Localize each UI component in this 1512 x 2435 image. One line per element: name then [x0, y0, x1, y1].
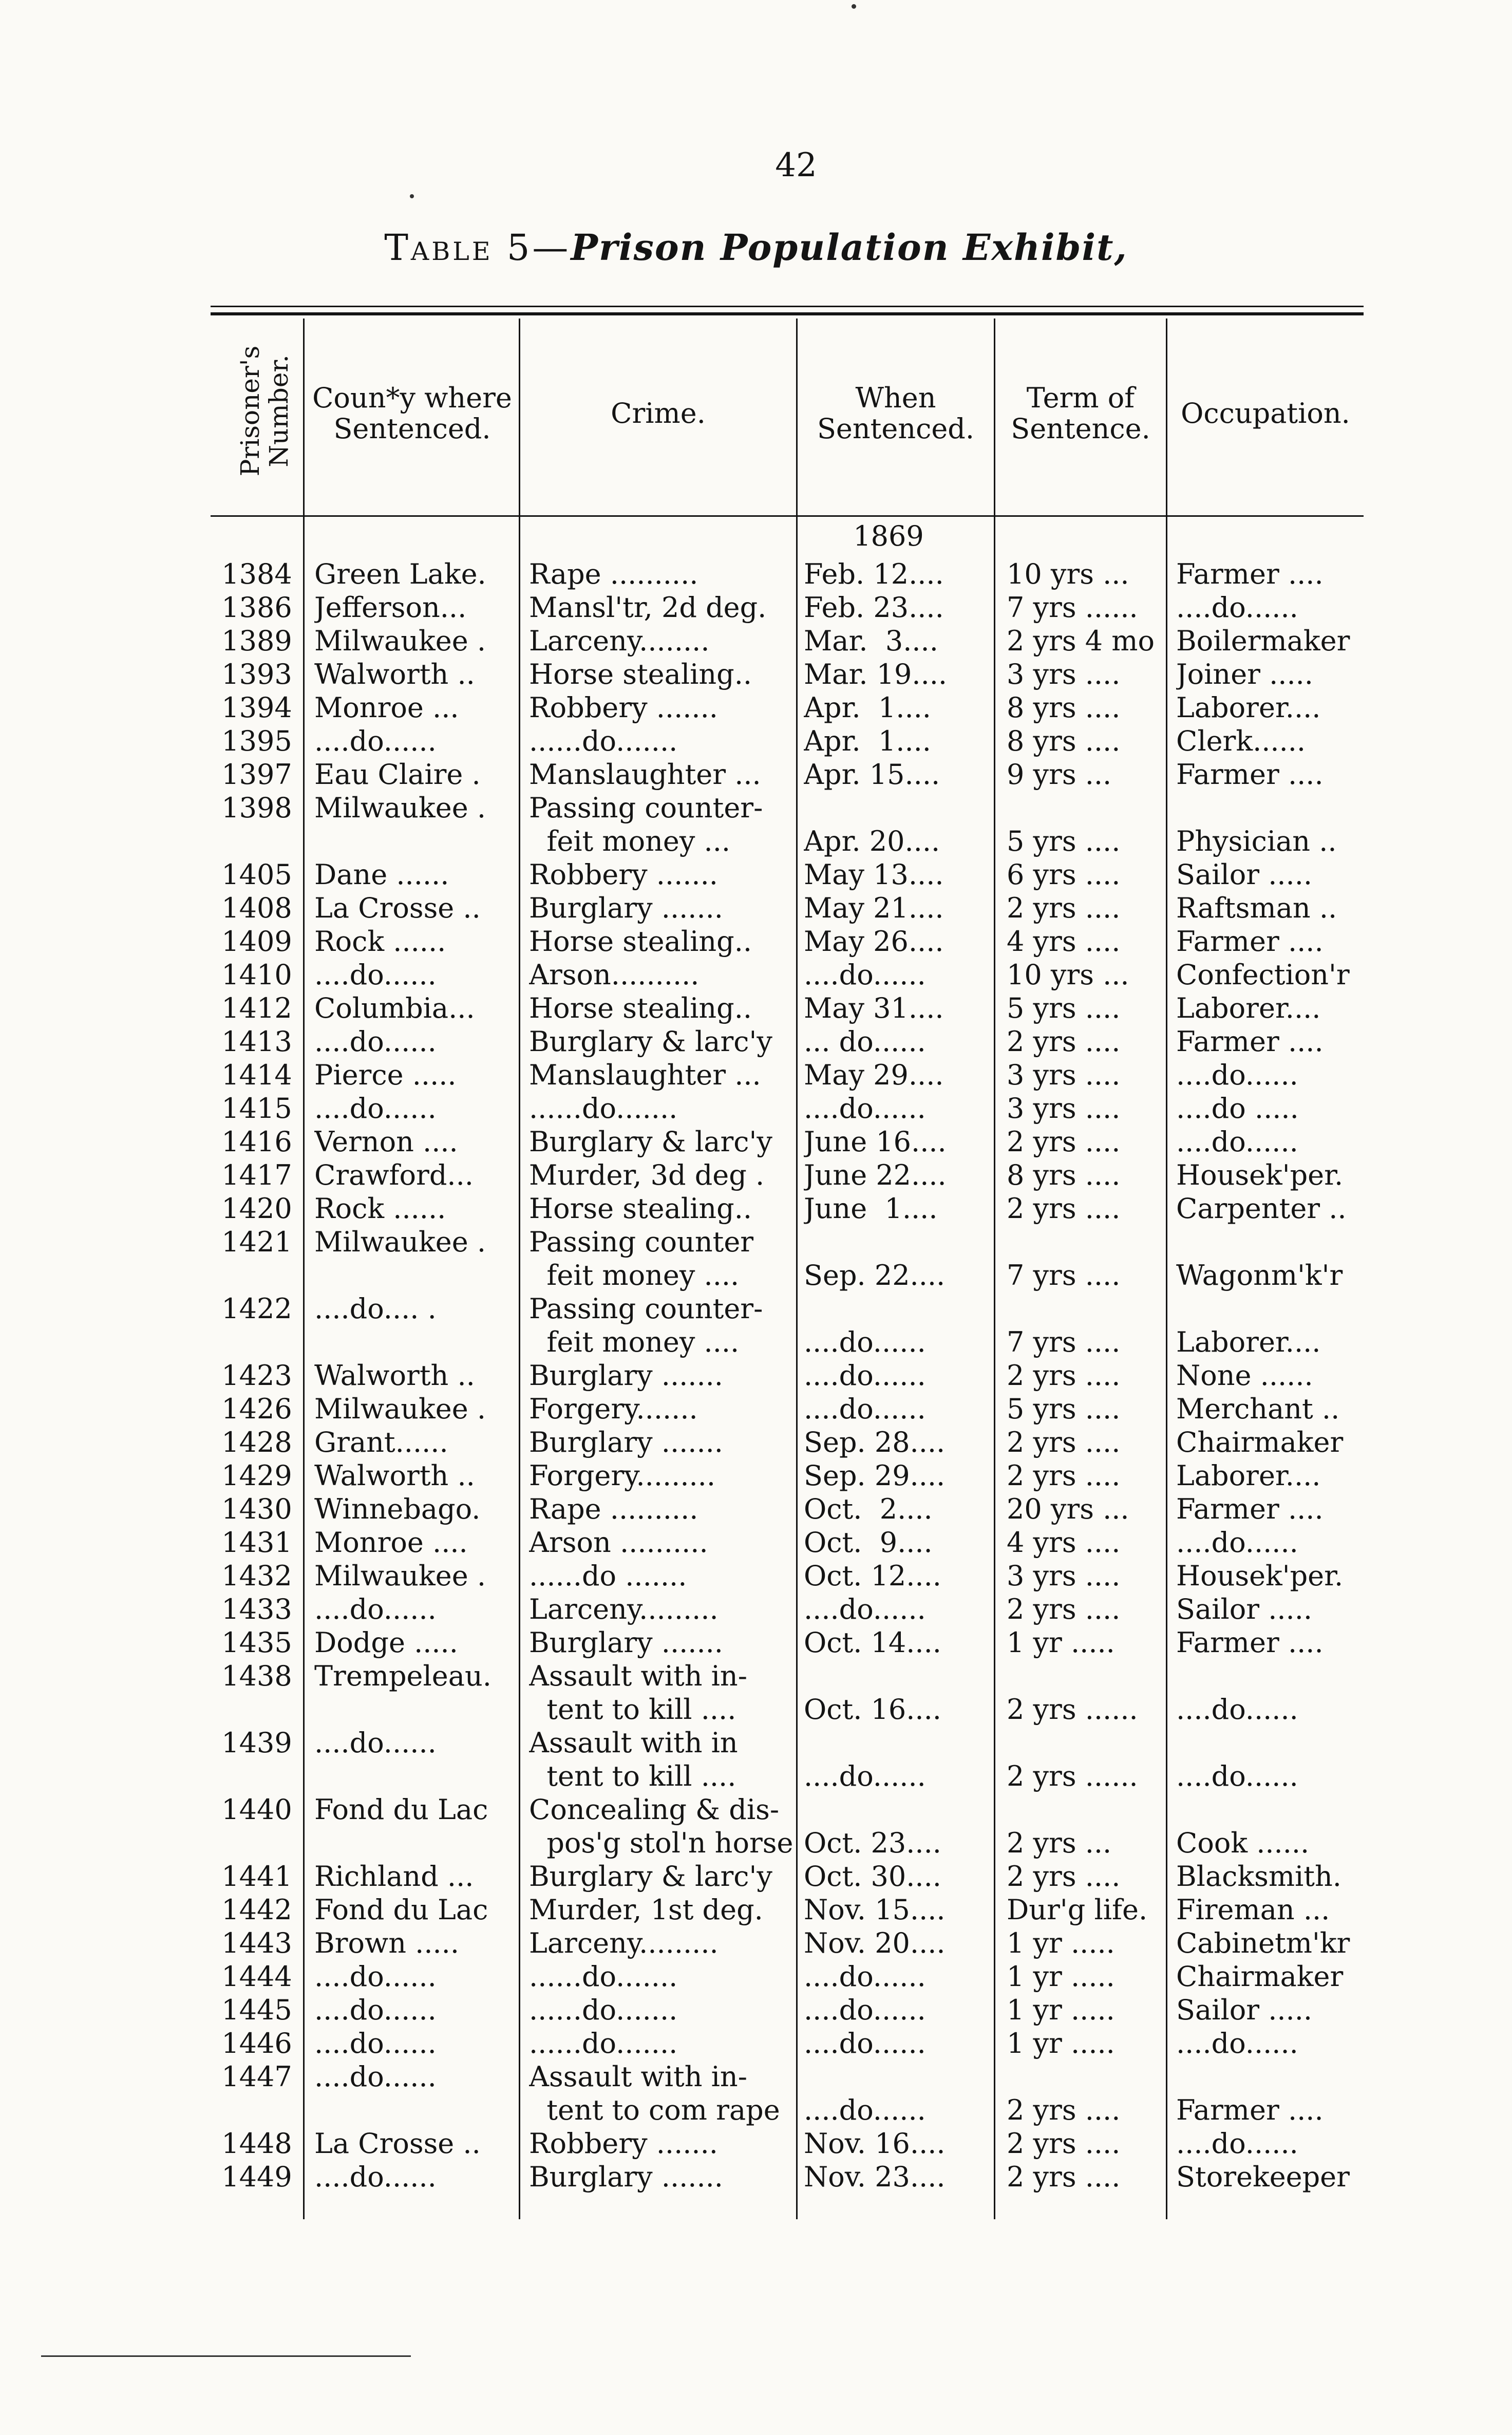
- cell-prisoner-number: 1439: [221, 1727, 292, 1759]
- cell-county: ....do......: [314, 1025, 437, 1058]
- cell-crime: Burglary & larc'y: [529, 1025, 772, 1058]
- cell-crime: Arson ..........: [529, 1526, 708, 1559]
- cell-county: ....do......: [314, 1593, 437, 1625]
- cell-crime: Larceny........: [529, 625, 710, 657]
- cell-term: 4 yrs ....: [1007, 925, 1121, 958]
- cell-county: Crawford...: [314, 1159, 474, 1191]
- cell-term: 8 yrs ....: [1007, 1159, 1121, 1191]
- cell-county: Grant......: [314, 1426, 448, 1458]
- cell-crime: ......do.......: [529, 2027, 678, 2059]
- cell-term: 1 yr .....: [1007, 2027, 1115, 2059]
- cell-county: Columbia...: [314, 992, 475, 1024]
- cell-term: 9 yrs ...: [1007, 758, 1112, 791]
- header-prisoner-number: Prisoner's Number.: [235, 345, 294, 477]
- cell-crime: Arson..........: [529, 959, 700, 991]
- cell-occupation: ....do......: [1176, 1059, 1298, 1091]
- cell-crime: Rape ..........: [529, 558, 698, 590]
- cell-prisoner-number: 1440: [221, 1793, 292, 1826]
- cell-county: ....do......: [314, 2161, 437, 2193]
- cell-occupation: Farmer ....: [1176, 2094, 1324, 2126]
- header-term-line2: Sentence.: [1011, 413, 1150, 445]
- cell-county: ....do......: [314, 959, 437, 991]
- cell-crime: Burglary & larc'y: [529, 1860, 772, 1893]
- cell-prisoner-number: 1449: [221, 2161, 292, 2193]
- cell-term: 20 yrs ...: [1007, 1493, 1129, 1525]
- cell-term: 8 yrs ....: [1007, 691, 1121, 724]
- cell-prisoner-number: 1393: [221, 658, 292, 690]
- cell-occupation: ....do......: [1176, 1126, 1298, 1158]
- cell-crime: Manslaughter ...: [529, 1059, 761, 1091]
- cell-crime: Rape ..........: [529, 1493, 698, 1525]
- cell-county: Monroe ....: [314, 1526, 468, 1559]
- cell-term: 1 yr .....: [1007, 1994, 1115, 2026]
- cell-date-sentenced: Sep. 29....: [804, 1459, 946, 1492]
- cell-county: Jefferson...: [314, 591, 467, 624]
- cell-term: 10 yrs ...: [1007, 959, 1129, 991]
- cell-date-sentenced: ....do......: [804, 1760, 926, 1792]
- cell-occupation: Joiner .....: [1176, 658, 1313, 690]
- cell-occupation: Confection'r: [1176, 959, 1350, 991]
- cell-occupation: ....do......: [1176, 1526, 1298, 1559]
- cell-term: 5 yrs ....: [1007, 825, 1121, 857]
- cell-prisoner-number: 1395: [221, 725, 292, 757]
- cell-date-sentenced: Oct. 9....: [804, 1526, 933, 1559]
- cell-term: 10 yrs ...: [1007, 558, 1129, 590]
- cell-crime: ......do.......: [529, 1092, 678, 1125]
- cell-occupation: Fireman ...: [1176, 1894, 1330, 1926]
- cell-prisoner-number: 1435: [221, 1626, 292, 1659]
- cell-county: Fond du Lac: [314, 1793, 488, 1826]
- ink-speck: [410, 194, 414, 198]
- cell-date-sentenced: ....do......: [804, 1359, 926, 1392]
- cell-date-sentenced: Oct. 23....: [804, 1827, 941, 1859]
- header-when-line1: When: [855, 382, 936, 414]
- cell-prisoner-number: 1410: [221, 959, 292, 991]
- cell-crime: Horse stealing..: [529, 925, 752, 958]
- cell-date-sentenced: Apr. 1....: [804, 691, 931, 724]
- cell-occupation: Merchant ..: [1176, 1393, 1340, 1425]
- cell-prisoner-number: 1429: [221, 1459, 292, 1492]
- cell-date-sentenced: June 1....: [804, 1192, 938, 1225]
- header-county: [306, 354, 519, 473]
- table-row: [0, 791, 1512, 858]
- cell-county: ....do......: [314, 1960, 437, 1993]
- cell-prisoner-number: 1422: [221, 1293, 292, 1325]
- cell-occupation: Housek'per.: [1176, 1159, 1344, 1191]
- cell-county: Richland ...: [314, 1860, 474, 1893]
- cell-prisoner-number: 1384: [221, 558, 292, 590]
- cell-county: Dane ......: [314, 858, 449, 891]
- cell-occupation: ....do .....: [1176, 1092, 1299, 1125]
- cell-county: La Crosse ..: [314, 2127, 481, 2160]
- cell-county: ....do......: [314, 2027, 437, 2059]
- cell-occupation: Laborer....: [1176, 691, 1321, 724]
- cell-date-sentenced: ....do......: [804, 2094, 926, 2126]
- cell-term: 7 yrs ....: [1007, 1326, 1121, 1358]
- cell-date-sentenced: June 16....: [804, 1126, 947, 1158]
- cell-crime: Forgery.........: [529, 1459, 715, 1492]
- cell-prisoner-number: 1413: [221, 1025, 292, 1058]
- cell-occupation: Sailor .....: [1176, 858, 1313, 891]
- cell-term: 7 yrs ......: [1007, 591, 1138, 624]
- cell-county: Rock ......: [314, 925, 446, 958]
- cell-date-sentenced: Oct. 2....: [804, 1493, 933, 1525]
- cell-occupation: Sailor .....: [1176, 1994, 1313, 2026]
- cell-prisoner-number: 1433: [221, 1593, 292, 1625]
- cell-occupation: Wagonm'k'r: [1176, 1259, 1343, 1291]
- cell-occupation: Chairmaker: [1176, 1960, 1344, 1993]
- cell-occupation: None ......: [1176, 1359, 1313, 1392]
- cell-occupation: Cook ......: [1176, 1827, 1310, 1859]
- cell-prisoner-number: 1405: [221, 858, 292, 891]
- header-county-line1: Coun*y where: [312, 382, 512, 414]
- header-occupation-label: Occupation.: [1181, 397, 1350, 429]
- cell-crime: ......do .......: [529, 1560, 687, 1592]
- cell-term: 2 yrs ....: [1007, 2127, 1121, 2160]
- cell-county: Milwaukee .: [314, 1393, 486, 1425]
- table-title-prefix: Table 5—: [384, 227, 571, 269]
- cell-date-sentenced: May 31....: [804, 992, 944, 1024]
- cell-county: Walworth ..: [314, 1459, 475, 1492]
- cell-term: 2 yrs ....: [1007, 1593, 1121, 1625]
- footer-rule: [41, 2355, 411, 2357]
- cell-crime: Murder, 1st deg.: [529, 1894, 763, 1926]
- table-row: [0, 1292, 1512, 1359]
- cell-date-sentenced: May 29....: [804, 1059, 944, 1091]
- top-rule-2: [211, 312, 1364, 315]
- cell-date-sentenced: ....do......: [804, 1960, 926, 1993]
- cell-term: 2 yrs ....: [1007, 1192, 1121, 1225]
- cell-prisoner-number: 1444: [221, 1960, 292, 1993]
- cell-crime: Mansl'tr, 2d deg.: [529, 591, 767, 624]
- cell-date-sentenced: Sep. 28....: [804, 1426, 946, 1458]
- cell-crime: Burglary .......: [529, 892, 723, 924]
- cell-term: 1 yr .....: [1007, 1626, 1115, 1659]
- cell-county: Monroe ...: [314, 691, 459, 724]
- cell-crime: Assault with in tent to kill ....: [529, 1727, 738, 1792]
- cell-date-sentenced: Feb. 23....: [804, 591, 944, 624]
- cell-county: La Crosse ..: [314, 892, 481, 924]
- cell-occupation: Carpenter ..: [1176, 1192, 1347, 1225]
- cell-county: Dodge .....: [314, 1626, 458, 1659]
- cell-date-sentenced: Nov. 20....: [804, 1927, 946, 1959]
- cell-date-sentenced: Feb. 12....: [804, 558, 944, 590]
- table-title-italic: Prison Population Exhibit,: [571, 226, 1128, 269]
- cell-county: ....do.... .: [314, 1293, 437, 1325]
- cell-county: Pierce .....: [314, 1059, 457, 1091]
- cell-occupation: Clerk......: [1176, 725, 1306, 757]
- header-when-line2: Sentenced.: [817, 413, 975, 445]
- cell-date-sentenced: ....do......: [804, 2027, 926, 2059]
- cell-crime: Passing counter- feit money ...: [529, 792, 763, 857]
- header-term-line1: Term of: [1026, 382, 1135, 414]
- cell-date-sentenced: ....do......: [804, 1092, 926, 1125]
- cell-date-sentenced: ....do......: [804, 959, 926, 991]
- cell-county: Milwaukee .: [314, 792, 486, 824]
- cell-crime: Forgery.......: [529, 1393, 698, 1425]
- cell-prisoner-number: 1431: [221, 1526, 292, 1559]
- cell-prisoner-number: 1398: [221, 792, 292, 824]
- cell-term: 5 yrs ....: [1007, 992, 1121, 1024]
- cell-term: 3 yrs ....: [1007, 658, 1121, 690]
- cell-crime: ......do.......: [529, 1994, 678, 2026]
- cell-term: 5 yrs ....: [1007, 1393, 1121, 1425]
- cell-occupation: ....do......: [1176, 2127, 1298, 2160]
- cell-county: Eau Claire .: [314, 758, 481, 791]
- cell-term: 2 yrs ....: [1007, 1359, 1121, 1392]
- cell-crime: Horse stealing..: [529, 992, 752, 1024]
- cell-county: Milwaukee .: [314, 625, 486, 657]
- cell-term: 7 yrs ....: [1007, 1259, 1121, 1291]
- cell-crime: Robbery .......: [529, 858, 718, 891]
- cell-prisoner-number: 1414: [221, 1059, 292, 1091]
- cell-prisoner-number: 1386: [221, 591, 292, 624]
- cell-prisoner-number: 1445: [221, 1994, 292, 2026]
- header-term: [995, 354, 1166, 473]
- cell-date-sentenced: Nov. 23....: [804, 2161, 946, 2193]
- cell-term: 4 yrs ....: [1007, 1526, 1121, 1559]
- cell-prisoner-number: 1412: [221, 992, 292, 1024]
- cell-crime: Burglary .......: [529, 1426, 723, 1458]
- cell-crime: Burglary .......: [529, 1626, 723, 1659]
- cell-county: ....do......: [314, 1092, 437, 1125]
- cell-crime: Horse stealing..: [529, 1192, 752, 1225]
- cell-crime: Assault with in- tent to com rape: [529, 2061, 780, 2126]
- cell-county: ....do......: [314, 725, 437, 757]
- cell-date-sentenced: Apr. 20....: [804, 825, 940, 857]
- cell-term: 2 yrs ......: [1007, 1693, 1138, 1726]
- cell-date-sentenced: Apr. 1....: [804, 725, 931, 757]
- cell-crime: Concealing & dis- pos'g stol'n horse: [529, 1793, 793, 1859]
- cell-date-sentenced: Mar. 19....: [804, 658, 948, 690]
- table-row: [0, 1793, 1512, 1860]
- cell-county: ....do......: [314, 1994, 437, 2026]
- cell-crime: Robbery .......: [529, 2127, 718, 2160]
- table-row: [0, 1225, 1512, 1292]
- cell-prisoner-number: 1389: [221, 625, 292, 657]
- cell-occupation: Farmer ....: [1176, 558, 1324, 590]
- cell-county: Winnebago.: [314, 1493, 481, 1525]
- cell-prisoner-number: 1428: [221, 1426, 292, 1458]
- cell-prisoner-number: 1443: [221, 1927, 292, 1959]
- cell-date-sentenced: ....do......: [804, 1326, 926, 1358]
- cell-crime: Horse stealing..: [529, 658, 752, 690]
- table-row: [0, 1659, 1512, 1726]
- cell-occupation: Storekeeper: [1176, 2161, 1350, 2193]
- table-title: [0, 226, 1512, 269]
- cell-county: Walworth ..: [314, 658, 475, 690]
- cell-crime: Passing counter feit money ....: [529, 1226, 754, 1291]
- cell-county: ....do......: [314, 1727, 437, 1759]
- cell-prisoner-number: 1442: [221, 1894, 292, 1926]
- cell-occupation: ....do......: [1176, 1693, 1298, 1726]
- cell-date-sentenced: May 26....: [804, 925, 944, 958]
- cell-occupation: Laborer....: [1176, 992, 1321, 1024]
- cell-date-sentenced: Sep. 22....: [804, 1259, 946, 1291]
- cell-term: 3 yrs ....: [1007, 1560, 1121, 1592]
- cell-prisoner-number: 1448: [221, 2127, 292, 2160]
- cell-prisoner-number: 1446: [221, 2027, 292, 2059]
- cell-county: Milwaukee .: [314, 1226, 486, 1258]
- cell-date-sentenced: May 21....: [804, 892, 944, 924]
- cell-prisoner-number: 1432: [221, 1560, 292, 1592]
- cell-term: 2 yrs ....: [1007, 892, 1121, 924]
- cell-county: Rock ......: [314, 1192, 446, 1225]
- cell-date-sentenced: Nov. 15....: [804, 1894, 946, 1926]
- cell-county: Walworth ..: [314, 1359, 475, 1392]
- cell-prisoner-number: 1430: [221, 1493, 292, 1525]
- cell-crime: Larceny.........: [529, 1927, 719, 1959]
- cell-prisoner-number: 1426: [221, 1393, 292, 1425]
- cell-crime: ......do.......: [529, 1960, 678, 1993]
- cell-county: Trempeleau.: [314, 1660, 492, 1692]
- cell-term: 1 yr .....: [1007, 1927, 1115, 1959]
- cell-crime: Burglary & larc'y: [529, 1126, 772, 1158]
- cell-prisoner-number: 1397: [221, 758, 292, 791]
- cell-occupation: Farmer ....: [1176, 1493, 1324, 1525]
- cell-date-sentenced: May 13....: [804, 858, 944, 891]
- cell-term: 2 yrs ....: [1007, 1126, 1121, 1158]
- cell-term: 3 yrs ....: [1007, 1059, 1121, 1091]
- top-rule-1: [211, 306, 1364, 307]
- cell-term: 2 yrs 4 mo: [1007, 625, 1155, 657]
- cell-term: 1 yr .....: [1007, 1960, 1115, 1993]
- cell-county: Fond du Lac: [314, 1894, 488, 1926]
- cell-date-sentenced: Oct. 12....: [804, 1560, 941, 1592]
- cell-occupation: Physician ..: [1176, 825, 1337, 857]
- cell-term: 2 yrs ....: [1007, 2161, 1121, 2193]
- header-crime-label: Crime.: [611, 397, 706, 429]
- cell-term: 2 yrs ....: [1007, 1426, 1121, 1458]
- cell-occupation: Farmer ....: [1176, 758, 1324, 791]
- header-when: [798, 354, 994, 473]
- cell-prisoner-number: 1409: [221, 925, 292, 958]
- cell-date-sentenced: Oct. 14....: [804, 1626, 941, 1659]
- cell-prisoner-number: 1438: [221, 1660, 292, 1692]
- cell-prisoner-number: 1423: [221, 1359, 292, 1392]
- cell-county: Brown .....: [314, 1927, 459, 1959]
- cell-date-sentenced: ....do......: [804, 1393, 926, 1425]
- cell-prisoner-number: 1394: [221, 691, 292, 724]
- table-row: [0, 2160, 1512, 2227]
- cell-occupation: ....do......: [1176, 2027, 1298, 2059]
- cell-occupation: Boilermaker: [1176, 625, 1350, 657]
- cell-prisoner-number: 1417: [221, 1159, 292, 1191]
- cell-occupation: Farmer ....: [1176, 1025, 1324, 1058]
- header-occupation: [1167, 354, 1364, 473]
- cell-prisoner-number: 1416: [221, 1126, 292, 1158]
- cell-prisoner-number: 1420: [221, 1192, 292, 1225]
- cell-occupation: Blacksmith.: [1176, 1860, 1341, 1893]
- header-crime: [520, 354, 796, 473]
- cell-term: 8 yrs ....: [1007, 725, 1121, 757]
- cell-term: 2 yrs ....: [1007, 2094, 1121, 2126]
- cell-prisoner-number: 1447: [221, 2061, 292, 2093]
- cell-occupation: Chairmaker: [1176, 1426, 1344, 1458]
- cell-crime: ......do.......: [529, 725, 678, 757]
- cell-occupation: Housek'per.: [1176, 1560, 1344, 1592]
- cell-occupation: Farmer ....: [1176, 1626, 1324, 1659]
- cell-occupation: Laborer....: [1176, 1459, 1321, 1492]
- header-bottom-rule: [211, 515, 1364, 517]
- cell-county: Green Lake.: [314, 558, 486, 590]
- year-label: 1869: [853, 520, 924, 552]
- cell-term: 2 yrs ....: [1007, 1459, 1121, 1492]
- cell-prisoner-number: 1421: [221, 1226, 292, 1258]
- cell-county: Vernon ....: [314, 1126, 458, 1158]
- cell-occupation: Cabinetm'kr: [1176, 1927, 1350, 1959]
- cell-term: 6 yrs ....: [1007, 858, 1121, 891]
- cell-prisoner-number: 1441: [221, 1860, 292, 1893]
- cell-county: Milwaukee .: [314, 1560, 486, 1592]
- cell-date-sentenced: ....do......: [804, 1593, 926, 1625]
- cell-date-sentenced: Apr. 15....: [804, 758, 940, 791]
- cell-crime: Manslaughter ...: [529, 758, 761, 791]
- cell-term: 2 yrs ....: [1007, 1860, 1121, 1893]
- cell-date-sentenced: Oct. 16....: [804, 1693, 941, 1726]
- cell-date-sentenced: ... do......: [804, 1025, 926, 1058]
- cell-crime: Murder, 3d deg .: [529, 1159, 765, 1191]
- cell-date-sentenced: Nov. 16....: [804, 2127, 946, 2160]
- cell-crime: Burglary .......: [529, 1359, 723, 1392]
- table-row: [0, 2060, 1512, 2127]
- cell-prisoner-number: 1408: [221, 892, 292, 924]
- cell-occupation: ....do......: [1176, 1760, 1298, 1792]
- cell-prisoner-number: 1415: [221, 1092, 292, 1125]
- cell-occupation: ....do......: [1176, 591, 1298, 624]
- cell-county: ....do......: [314, 2061, 437, 2093]
- cell-crime: Passing counter- feit money ....: [529, 1293, 763, 1358]
- cell-occupation: Raftsman ..: [1176, 892, 1337, 924]
- cell-date-sentenced: Oct. 30....: [804, 1860, 941, 1893]
- cell-occupation: Laborer....: [1176, 1326, 1321, 1358]
- cell-occupation: Farmer ....: [1176, 925, 1324, 958]
- cell-date-sentenced: June 22....: [804, 1159, 947, 1191]
- cell-crime: Burglary .......: [529, 2161, 723, 2193]
- cell-term: 2 yrs ....: [1007, 1025, 1121, 1058]
- cell-date-sentenced: Mar. 3....: [804, 625, 938, 657]
- table-row: [0, 1726, 1512, 1793]
- cell-term: 2 yrs ...: [1007, 1827, 1112, 1859]
- page-number: 42: [775, 146, 817, 184]
- cell-term: 3 yrs ....: [1007, 1092, 1121, 1125]
- cell-date-sentenced: ....do......: [804, 1994, 926, 2026]
- cell-crime: Assault with in- tent to kill ....: [529, 1660, 747, 1726]
- header-county-line2: Sentenced.: [333, 413, 491, 445]
- cell-crime: Robbery .......: [529, 691, 718, 724]
- cell-term: Dur'g life.: [1007, 1894, 1148, 1926]
- cell-occupation: Sailor .....: [1176, 1593, 1313, 1625]
- cell-crime: Larceny.........: [529, 1593, 719, 1625]
- ink-speck: [852, 4, 856, 9]
- cell-term: 2 yrs ......: [1007, 1760, 1138, 1792]
